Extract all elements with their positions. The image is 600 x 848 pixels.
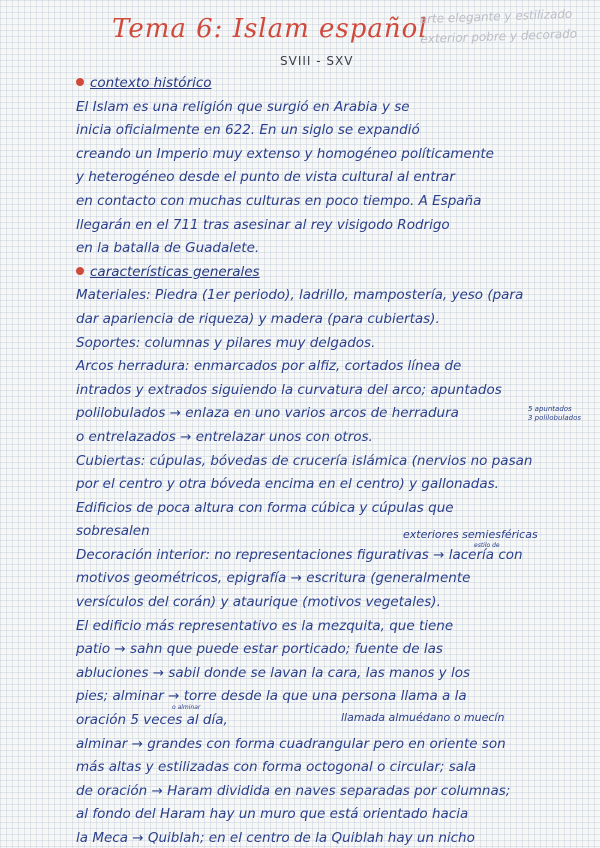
text-line: en contacto con muchas culturas en poco tiempo. A España [76,192,482,209]
apuntados-note [528,405,581,423]
note-line: 5 apuntados [528,405,572,414]
text-line [76,520,576,544]
side-note-line: exterior pobre y decorado [420,26,578,47]
section-heading-features [76,261,576,285]
text-line: motivos geométricos, epigrafía → escritura (generalmente [76,570,471,587]
text-line [76,402,582,426]
text-line: al fondo del Haram hay un muro que está orientado hacia [76,806,469,823]
text-line: la Meca → Quiblah; en el centro de la Quiblah hay un nicho [76,830,475,846]
side-note [419,3,598,49]
notes-body [76,72,582,848]
heading-text: contexto histórico [90,75,212,91]
llamada-note: llamada almuédano o muecín [341,711,505,725]
heading-text: características generales [90,263,260,280]
exteriores-note: exteriores semiesféricas [403,528,538,542]
text-line: creando un Imperio muy extenso y homogéneo políticamente [76,145,494,162]
line-text: Decoración interior: no representaciones figurativas → lacería con [76,546,523,563]
text-line: alminar → grandes con forma cuadrangular pero en oriente son [76,735,506,752]
text-line: dar apariencia de riqueza) y madera (para cubiertas). [76,310,440,327]
line-text: oración 5 veces al día, [76,712,228,729]
text-line: intrados y extrados siguiendo la curvatura del arco; apuntados [76,381,502,398]
text-line: por el centro y otra bóveda encima en el centro) y gallonadas. [76,476,499,493]
text-line: inicia oficialmente en 622. En un siglo se expandió [76,122,420,139]
bullet-dot [76,267,84,275]
text-line: de oración → Haram dividida en naves separadas por columnas; [76,782,511,799]
text-line [76,541,576,568]
text-line: o entrelazados → entrelazar unos con otros. [76,428,373,445]
line-text: El edificio más representativo es la mezquita, que tiene [76,617,454,634]
text-line: y heterogéneo desde el punto de vista cultural al entrar [76,169,455,186]
text-line: versículos del corán) y ataurique (motivos vegetales). [76,594,441,611]
bullet-dot [76,78,84,86]
superscript-note: o alminar [172,704,201,712]
line-text: sobresalen [76,523,150,540]
text-line: Soportes: columnas y pilares muy delgados. [76,334,376,351]
section-heading-context [76,72,576,96]
period-label: SVIII - SXV [280,54,354,68]
text-line: en la batalla de Guadalete. [76,240,260,257]
text-line: Materiales: Piedra (1er periodo), ladrillo, mampostería, yeso (para [76,287,524,304]
text-line: Arcos herradura: enmarcados por alfiz, cortados línea de [76,358,462,375]
text-line: patio → sahn que puede estar porticado; fuente de las [76,641,443,658]
line-text: polilobulados → enlaza en uno varios arcos de herradura [76,405,459,422]
superscript-note: estilo de [474,541,500,549]
text-line: llegarán en el 711 tras asesinar al rey visigodo Rodrigo [76,216,450,233]
text-line [76,704,576,733]
page-title: Tema 6: Islam español [112,14,428,44]
text-line: pies; alminar → torre desde la que una persona llama a la [76,688,467,705]
side-note-line: arte elegante y estilizado [419,6,573,27]
text-line: abluciones → sabil donde se lavan la cara, las manos y los [76,664,471,681]
text-line: El Islam es una religión que surgió en Arabia y se [76,98,410,115]
note-line: 3 polilobulados [528,414,582,423]
text-line: más altas y estilizadas con forma octogonal o circular; sala [76,759,477,776]
text-line: Cubiertas: cúpulas, bóvedas de crucería islámica (nervios no pasan [76,452,533,469]
text-line [76,615,576,639]
page-header [0,0,600,80]
text-line: Edificios de poca altura con forma cúbica y cúpulas que [76,499,454,516]
